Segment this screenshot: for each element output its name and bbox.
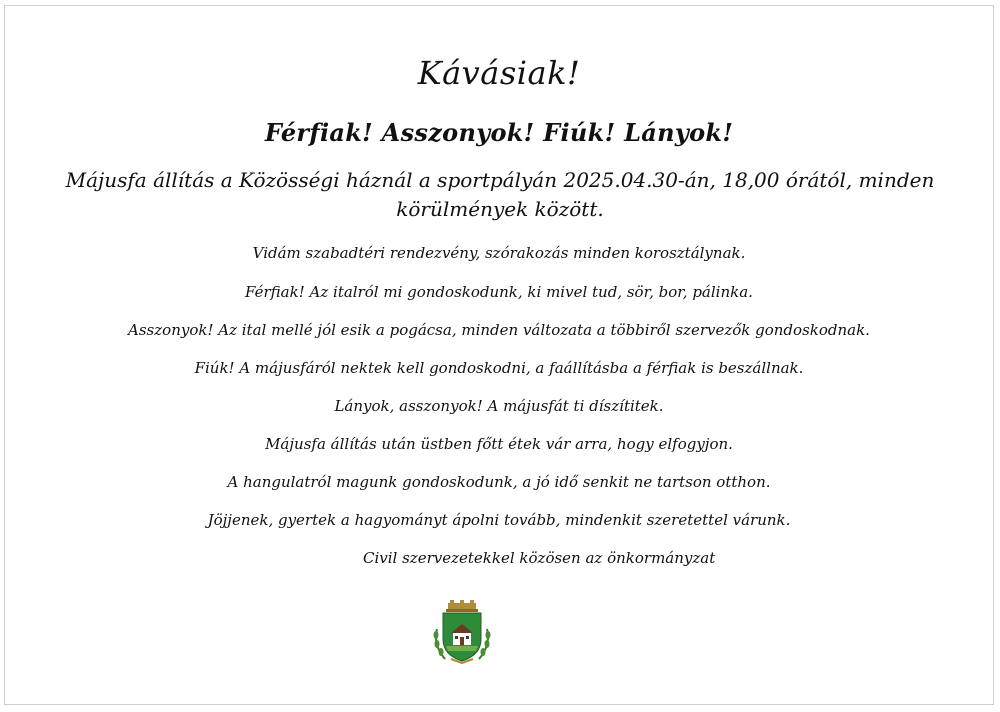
- document-page: [4, 5, 994, 705]
- body-line: Jöjjenek, gyertek a hagyományt ápolni tovább, mindenkit szeretettel várunk.: [207, 511, 791, 529]
- body-line: Asszonyok! Az ital mellé jól esik a pogácsa, minden változata a többiről szervezők gondoskodnak.: [128, 321, 870, 339]
- body-line: Férfiak! Az italról mi gondoskodunk, ki mivel tud, sör, bor, pálinka.: [245, 283, 753, 301]
- event-announcement: Májusfa állítás a Közösségi háznál a sportpályán 2025.04.30-án, 18,00 órától, minden körülmények között.: [65, 168, 935, 221]
- body-line: Lányok, asszonyok! A májusfát ti díszítitek.: [334, 397, 664, 415]
- body-line: Fiúk! A májusfáról nektek kell gondoskodni, a faállításba a férfiak is beszállnak.: [194, 359, 804, 377]
- document-title: Kávásiak!: [417, 54, 581, 92]
- body-line: Májusfa állítás után üstben főtt étek vár arra, hogy elfogyjon.: [265, 435, 733, 453]
- body-line: Vidám szabadtéri rendezvény, szórakozás minden korosztálynak.: [252, 244, 746, 262]
- body-line: A hangulatról magunk gondoskodunk, a jó idő senkit ne tartson otthon.: [227, 473, 771, 491]
- document-subtitle: Férfiak! Asszonyok! Fiúk! Lányok!: [264, 118, 734, 147]
- signature: Civil szervezetekkel közösen az önkormányzat: [363, 549, 716, 567]
- municipal-coat-of-arms-icon: [431, 599, 493, 665]
